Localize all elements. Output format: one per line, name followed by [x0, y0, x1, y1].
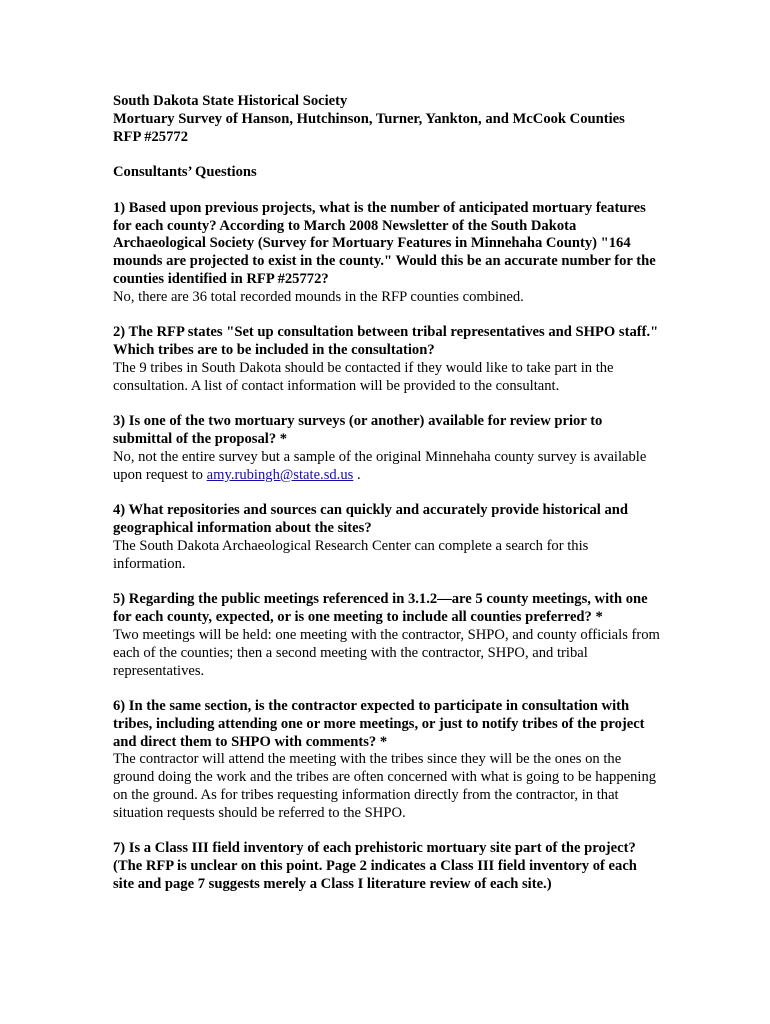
qa-item-3: [113, 413, 661, 484]
qa-item-5: [113, 591, 661, 680]
qa-item-4: [113, 502, 661, 573]
answer-text: [113, 449, 661, 485]
organization-name: South Dakota State Historical Society: [113, 93, 348, 109]
question-text: 5) Regarding the public meetings referenced in 3.1.2—are 5 county meetings, with one for each county, expected, or is one meeting to include all counties preferred? *: [113, 591, 648, 626]
document-page: [113, 93, 661, 894]
answer-text: The contractor will attend the meeting with the tribes since they will be the ones on the ground doing the work and the tribes are often concerned with what is going to be happening on the ground. As for tribes requesting information directly from the contractor, in that situation requests should be referred to the SHPO.: [113, 751, 657, 821]
rfp-number: RFP #25772: [113, 128, 188, 145]
question-text: 1) Based upon previous projects, what is the number of anticipated mortuary features for each county? According to March 2008 Newsletter of the South Dakota Archaeological Society (Survey for Mortuary Features in Minnehaha County) "164 mounds are projected to exist in the county." Would this be an accurate number for the counties identified in RFP #25772?: [113, 199, 656, 287]
qa-item-6: [113, 698, 661, 823]
project-title: Mortuary Survey of Hanson, Hutchinson, Turner, Yankton, and McCook Counties: [113, 110, 625, 127]
question-text: 7) Is a Class III field inventory of each prehistoric mortuary site part of the project? (The RFP is unclear on this point. Page 2 indicates a Class III field inventory of each site and page 7 suggests merely a Class I literature review of each site.): [113, 840, 637, 893]
question-text: 6) In the same section, is the contractor expected to participate in consultation with tribes, including attending one or more meetings, or just to notify tribes of the project and direct them to SHPO with comments? *: [113, 698, 645, 750]
answer-text-end: .: [353, 466, 361, 483]
email-link[interactable]: amy.rubingh@state.sd.us: [206, 466, 354, 483]
question-text: 4) What repositories and sources can quickly and accurately provide historical and geographical information about the sites?: [113, 502, 628, 537]
document-header: [113, 93, 661, 146]
answer-text: The South Dakota Archaeological Research Center can complete a search for this information.: [113, 537, 589, 572]
answer-text: No, there are 36 total recorded mounds in the RFP counties combined.: [113, 288, 524, 305]
qa-item-7: [113, 840, 661, 893]
section-title: Consultants’ Questions: [113, 164, 257, 181]
qa-item-2: [113, 324, 661, 395]
answer-text-start: No, not the entire survey but a sample of the original Minnehaha county survey is available upon request to: [113, 448, 647, 483]
qa-item-1: [113, 200, 661, 307]
question-text: 2) The RFP states "Set up consultation between tribal representatives and SHPO staff." Which tribes are to be included in the consultation?: [113, 324, 659, 359]
answer-text: The 9 tribes in South Dakota should be contacted if they would like to take part in the consultation. A list of contact information will be provided to the consultant.: [113, 359, 614, 394]
answer-text: Two meetings will be held: one meeting with the contractor, SHPO, and county officials from each of the counties; then a second meeting with the contractor, SHPO, and tribal representatives.: [113, 626, 660, 679]
question-text: 3) Is one of the two mortuary surveys (or another) available for review prior to submittal of the proposal? *: [113, 413, 603, 448]
